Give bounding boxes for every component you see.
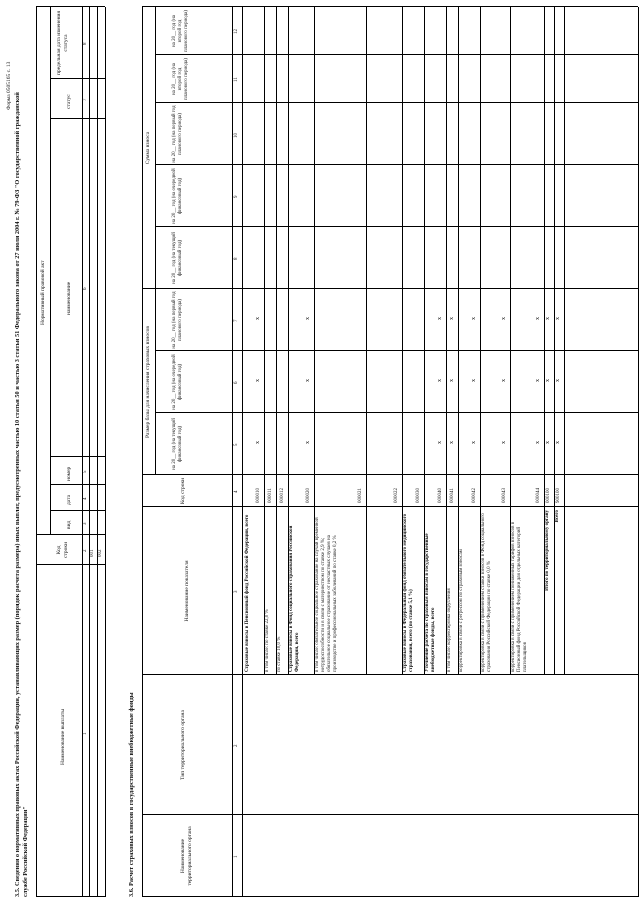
s36-header-year-next: на 20__ год (на очередной финансовый год) [172,354,183,410]
s36-cross-mark: x [471,441,477,444]
s36-cross-mark: x [449,441,455,444]
form-code: Форма 0505165 с. 13 [6,61,12,110]
s36-row-divider [564,7,565,675]
s35-header-status: статус [66,94,72,109]
s36-header-org-type: Тип территориального органа [180,710,186,780]
s36-colnum-11: 11 [234,77,239,82]
s36-header-org-name: Наименование территориального органа [180,826,193,886]
s36-row-code: 000100 [546,488,551,503]
s36-cross-mark: x [437,441,443,444]
s36-header-year-plan2: на 20__ год (на второй год планового периода) [172,58,189,100]
s35-colnum-4: 4 [83,497,88,500]
s35-header-naming: наименование [66,281,72,315]
s36-cross-mark: x [255,379,261,382]
s36-cross-mark: x [449,379,455,382]
s36-row-indicator: по ставке 10,0 % [277,636,282,672]
s36-cross-mark: x [535,317,541,320]
s36-cross-mark: x [471,379,477,382]
s36-colnum-4: 4 [234,490,239,493]
s36-row-code: 000011 [268,488,273,503]
s36-cross-mark: x [437,379,443,382]
s36-row-indicator: корректировка в связи с применением ставки взносов в Фонд социального страхования Российской Федерации по ставке 0,0 % [481,513,492,672]
s36-row-code: 000043 [502,488,507,503]
s36-cross-mark: x [255,441,261,444]
s36-colnum-12: 12 [234,29,239,34]
s36-colnum-2: 2 [234,744,239,747]
section35-title: 3.5. Сведения о нормативных правовых актах Российской Федерации, устанавливающих размер (порядок расчета размера) иных выплат, предусмотренных частью 10 статьи 50 и частью 3 статьи 51 Федерального закона от 27 июля 2004 г. № 79-ФЗ "О государственной гражданской службе Российской Федерации" [14,92,29,897]
s36-colnum-8: 8 [234,257,239,260]
s36-cross-mark: x [545,317,551,320]
s36-colnum-3: 3 [234,590,239,593]
s36-cross-mark: x [501,441,507,444]
s36-row-code: 000022 [394,488,399,503]
s36-row-code: 000010 [256,488,261,503]
s35-header-nla: Нормативный правовой акт [40,260,46,325]
s36-row-code: 000012 [280,488,285,503]
s35-header-date: дата [66,494,72,505]
s36-cross-mark: x [501,379,507,382]
s36-cross-mark: x [437,317,443,320]
s36-row-indicator: Страховые взносы в Фонд социального страхования Российской Федерации, всего [289,525,300,672]
s35-header-code: Код строки [56,541,69,559]
s35-colnum-8: 8 [83,42,88,45]
s36-row-code: 000042 [472,488,477,503]
s35-row-code: 002 [98,549,103,557]
s36-row-indicator: корректировка в связи с регрессом по страховым взносам [459,549,464,672]
s36-row-indicator: в том числе: по ставке 22,0 % [265,609,270,672]
s36-cross-mark: x [255,317,261,320]
s35-header-number: номер [66,466,72,481]
s36-row-code: 900100 [556,488,561,503]
s36-header-indicator: Наименование показателя [184,560,190,622]
s36-header-base: Размер базы для начисления страховых взносов [145,325,151,439]
s36-row-indicator: Страховые взносы в Пенсионный фонд Российской Федерации, всего [245,514,250,672]
s36-cross-mark: x [545,379,551,382]
s36-header-year-plan2: на 20__ год (на второй год планового периода) [172,10,189,52]
s36-row-divider [366,7,367,675]
s36-header-amount: Сумма взноса [145,131,151,165]
s36-header-code: Код строки [180,477,186,505]
s36-row-indicator: Страховые взносы в Федеральный фонд обязательного медицинского страхования, всего (по ставке 5,1 %) [403,513,414,672]
s36-row-code: 000041 [450,488,455,503]
s36-cross-mark: x [545,441,551,444]
s36-colnum-7: 7 [234,319,239,322]
s36-colnum-1: 1 [234,855,239,858]
s36-row-code: 000030 [416,488,421,503]
s36-colnum-6: 6 [234,381,239,384]
s35-colnum-3: 3 [83,522,88,525]
s36-colnum-9: 9 [234,195,239,198]
s35-colnum-5: 5 [83,470,88,473]
s36-row-code: 000020 [306,488,311,503]
s36-cross-mark: x [449,317,455,320]
s36-cross-mark: x [305,441,311,444]
s35-colnum-2: 2 [83,549,88,552]
s36-row-code: 000044 [536,488,541,503]
s36-header-year-current: на 20__ год (на текущий финансовый год) [172,418,183,470]
s36-row-indicator: в том числе: обязательное социальное страхование на случай временной нетрудоспособности и в связи с материнством по ставке 2,9 %; обязательное социальное страхование от несчастных случаев на производстве и профессиональных заболеваний по ставке 0,2 % [315,517,338,672]
s35-row-code: 001 [90,549,95,557]
s36-row-indicator: Итого по территориальному органу [545,510,550,591]
s36-row-indicator: Уточнение расчета по страховым взносам в государственные внебюджетные фонды, всего [425,533,436,672]
s36-header-year-plan1: на 20__ год (на первый год планового периода) [172,291,183,349]
s35-colnum-6: 6 [83,287,88,290]
s36-cross-mark: x [555,317,561,320]
s36-cross-mark: x [555,441,561,444]
s35-header-type: вид [66,520,72,529]
s36-cross-mark: x [305,317,311,320]
s36-cross-mark: x [535,441,541,444]
s36-cross-mark: x [535,379,541,382]
s35-header-limit: предельная дата изменения статуса [56,11,69,75]
s36-row-code: 000021 [358,488,363,503]
s35-colnum-1: 1 [83,732,88,735]
s36-row-code: 000040 [438,488,443,503]
s36-row-indicator: корректировка в связи с применением пониженных тарифов взносов в Пенсионный фонд Российской Федерации для отдельных категорий плательщиков [511,521,528,672]
s36-row-indicator: в том числе: корректировка округления [447,588,452,672]
s36-header-year-plan1: на 20__ год (на первый год планового периода) [172,105,183,163]
s35-colnum-7: 7 [83,98,88,101]
s36-cross-mark: x [555,379,561,382]
s36-colnum-10: 10 [234,133,239,138]
s36-cross-mark: x [471,317,477,320]
s36-cross-mark: x [501,317,507,320]
s36-colnum-5: 5 [234,443,239,446]
section36-title: 3.6. Расчет страховых взносов в государственные внебюджетные фонды [128,692,135,897]
s36-row-indicator: Всего [555,510,560,523]
s35-header-name: Наименование выплаты [60,708,66,765]
s36-header-year-next: на 20__ год (на очередной финансовый год) [172,168,183,224]
s36-header-year-current: на 20__ год (на текущий финансовый год) [172,232,183,284]
s36-cross-mark: x [305,379,311,382]
